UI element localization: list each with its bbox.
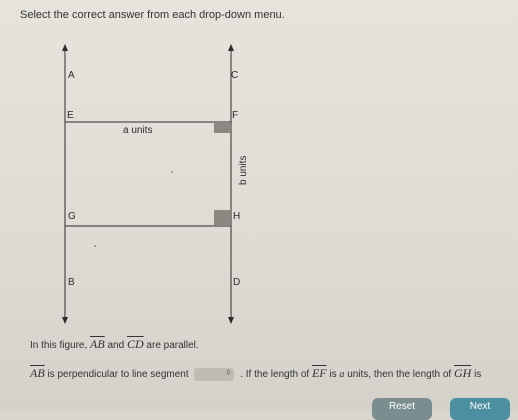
label-g: G (68, 211, 76, 222)
label-f: F (232, 110, 239, 121)
segment-ab: $\overline{AB}$ (90, 337, 105, 351)
question-text-4: units, then the length of (347, 369, 452, 380)
arrow-b (62, 317, 68, 324)
chevron-down-icon: ◊ (226, 367, 231, 377)
segment-cd: $\overline{CD}$ (126, 337, 144, 351)
label-h: H (233, 211, 241, 222)
statement-prefix: In this figure, (30, 340, 88, 351)
label-b: B (68, 277, 75, 288)
arrow-d (228, 317, 234, 324)
question-segment-gh: $\overline{GH}$ (453, 366, 472, 380)
next-button[interactable]: Next (450, 398, 510, 420)
question-segment-ab: $\overline{AB}$ (30, 366, 45, 380)
statement-and: and (107, 340, 125, 351)
reset-button[interactable]: Reset (372, 398, 432, 420)
question-text-5: is (474, 369, 482, 380)
speck-1 (171, 171, 173, 173)
question-segment-ef: $\overline{EF}$ (311, 366, 327, 380)
speck-2 (94, 245, 96, 247)
label-a-units: a units (123, 125, 153, 136)
statement-suffix: are parallel. (146, 340, 199, 351)
question-text-3: is (329, 369, 337, 380)
label-a: A (68, 70, 75, 81)
label-b-units: b units (238, 155, 249, 185)
question-text-1: is perpendicular to line segment (47, 369, 189, 380)
label-c: C (231, 70, 239, 81)
right-angle-h (214, 210, 230, 225)
dropdown-1[interactable] (194, 368, 234, 381)
parallel-statement (30, 337, 199, 352)
arrow-c (228, 44, 234, 51)
question-var-a: a (339, 369, 345, 380)
instruction-text: Select the correct answer from each drop-down menu. (20, 9, 285, 21)
label-e: E (67, 110, 74, 121)
label-d: D (233, 277, 241, 288)
question-text-2: . If the length of (240, 369, 310, 380)
right-angle-f (214, 123, 230, 133)
question-sentence (30, 366, 481, 381)
arrow-a (62, 44, 68, 51)
